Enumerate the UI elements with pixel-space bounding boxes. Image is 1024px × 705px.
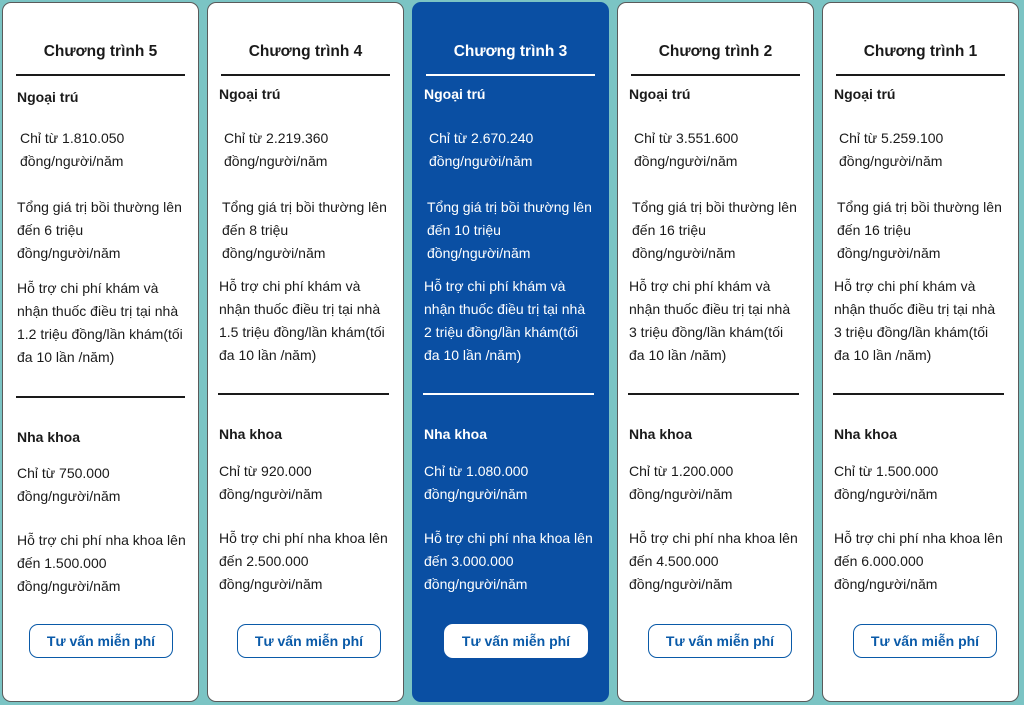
plan-card-5 bbox=[2, 2, 199, 702]
outpatient-price: Chỉ từ 5.259.100 đồng/người/năm bbox=[839, 130, 944, 169]
benefit-total: Tổng giá trị bồi thường lên đến 16 triệu đồng/người/năm bbox=[837, 199, 1002, 261]
outpatient-heading: Ngoại trú bbox=[219, 86, 281, 102]
home-treatment-support: Hỗ trợ chi phí khám và nhận thuốc điều trị tại nhà 1.5 triệu đồng/lần khám(tối đa 10 lần /năm) bbox=[219, 278, 385, 363]
section-divider bbox=[423, 393, 594, 395]
dental-support: Hỗ trợ chi phí nha khoa lên đến 4.500.000 đồng/người/năm bbox=[629, 530, 798, 592]
benefit-total: Tổng giá trị bồi thường lên đến 8 triệu đồng/người/năm bbox=[222, 199, 387, 261]
title-divider bbox=[221, 74, 390, 76]
section-divider bbox=[16, 396, 185, 398]
outpatient-price: Chỉ từ 3.551.600 đồng/người/năm bbox=[634, 130, 739, 169]
home-treatment-support: Hỗ trợ chi phí khám và nhận thuốc điều trị tại nhà 1.2 triệu đồng/lần khám(tối đa 10 lần /năm) bbox=[17, 280, 183, 365]
home-treatment-support: Hỗ trợ chi phí khám và nhận thuốc điều trị tại nhà 3 triệu đồng/lần khám(tối đa 10 lần /năm) bbox=[834, 278, 996, 363]
home-treatment-support: Hỗ trợ chi phí khám và nhận thuốc điều trị tại nhà 3 triệu đồng/lần khám(tối đa 10 lần /năm) bbox=[629, 278, 791, 363]
dental-support: Hỗ trợ chi phí nha khoa lên đến 3.000.000 đồng/người/năm bbox=[424, 530, 593, 592]
benefit-total: Tổng giá trị bồi thường lên đến 6 triệu đồng/người/năm bbox=[17, 199, 182, 261]
free-consultation-button[interactable]: Tư vấn miễn phí bbox=[648, 624, 792, 658]
outpatient-price: Chỉ từ 2.670.240 đồng/người/năm bbox=[429, 130, 534, 169]
plan-card-1 bbox=[822, 2, 1019, 702]
plan-card-3 bbox=[412, 2, 609, 702]
dental-support: Hỗ trợ chi phí nha khoa lên đến 1.500.000 đồng/người/năm bbox=[17, 532, 186, 594]
plan-title: Chương trình 5 bbox=[43, 43, 158, 60]
dental-heading: Nha khoa bbox=[219, 426, 283, 442]
outpatient-heading: Ngoại trú bbox=[424, 86, 486, 102]
free-consultation-button[interactable]: Tư vấn miễn phí bbox=[29, 624, 173, 658]
dental-price: Chỉ từ 1.080.000 đồng/người/năm bbox=[424, 463, 529, 502]
plan-title: Chương trình 4 bbox=[248, 43, 363, 60]
section-divider bbox=[218, 393, 389, 395]
title-divider bbox=[631, 74, 800, 76]
dental-heading: Nha khoa bbox=[834, 426, 898, 442]
benefit-total: Tổng giá trị bồi thường lên đến 10 triệu đồng/người/năm bbox=[427, 199, 592, 261]
outpatient-heading: Ngoại trú bbox=[629, 86, 691, 102]
plan-card-2 bbox=[617, 2, 814, 702]
plan-title: Chương trình 1 bbox=[863, 43, 978, 60]
dental-support: Hỗ trợ chi phí nha khoa lên đến 2.500.000 đồng/người/năm bbox=[219, 530, 388, 592]
plan-title: Chương trình 3 bbox=[453, 43, 568, 60]
outpatient-price: Chỉ từ 2.219.360 đồng/người/năm bbox=[224, 130, 329, 169]
free-consultation-button[interactable]: Tư vấn miễn phí bbox=[237, 624, 381, 658]
title-divider bbox=[426, 74, 595, 76]
outpatient-heading: Ngoại trú bbox=[17, 89, 79, 105]
free-consultation-button[interactable]: Tư vấn miễn phí bbox=[444, 624, 588, 658]
free-consultation-button[interactable]: Tư vấn miễn phí bbox=[853, 624, 997, 658]
dental-support: Hỗ trợ chi phí nha khoa lên đến 6.000.000 đồng/người/năm bbox=[834, 530, 1003, 592]
dental-price: Chỉ từ 920.000 đồng/người/năm bbox=[219, 463, 323, 502]
outpatient-heading: Ngoại trú bbox=[834, 86, 896, 102]
section-divider bbox=[628, 393, 799, 395]
title-divider bbox=[16, 74, 185, 76]
home-treatment-support: Hỗ trợ chi phí khám và nhận thuốc điều trị tại nhà 2 triệu đồng/lần khám(tối đa 10 lần /năm) bbox=[424, 278, 586, 363]
benefit-total: Tổng giá trị bồi thường lên đến 16 triệu đồng/người/năm bbox=[632, 199, 797, 261]
dental-price: Chỉ từ 1.500.000 đồng/người/năm bbox=[834, 463, 939, 502]
outpatient-price: Chỉ từ 1.810.050 đồng/người/năm bbox=[20, 130, 125, 169]
dental-heading: Nha khoa bbox=[17, 429, 81, 445]
title-divider bbox=[836, 74, 1005, 76]
section-divider bbox=[833, 393, 1004, 395]
plan-card-4 bbox=[207, 2, 404, 702]
dental-heading: Nha khoa bbox=[424, 426, 488, 442]
dental-price: Chỉ từ 750.000 đồng/người/năm bbox=[17, 465, 121, 504]
dental-price: Chỉ từ 1.200.000 đồng/người/năm bbox=[629, 463, 734, 502]
dental-heading: Nha khoa bbox=[629, 426, 693, 442]
plan-title: Chương trình 2 bbox=[658, 43, 773, 60]
